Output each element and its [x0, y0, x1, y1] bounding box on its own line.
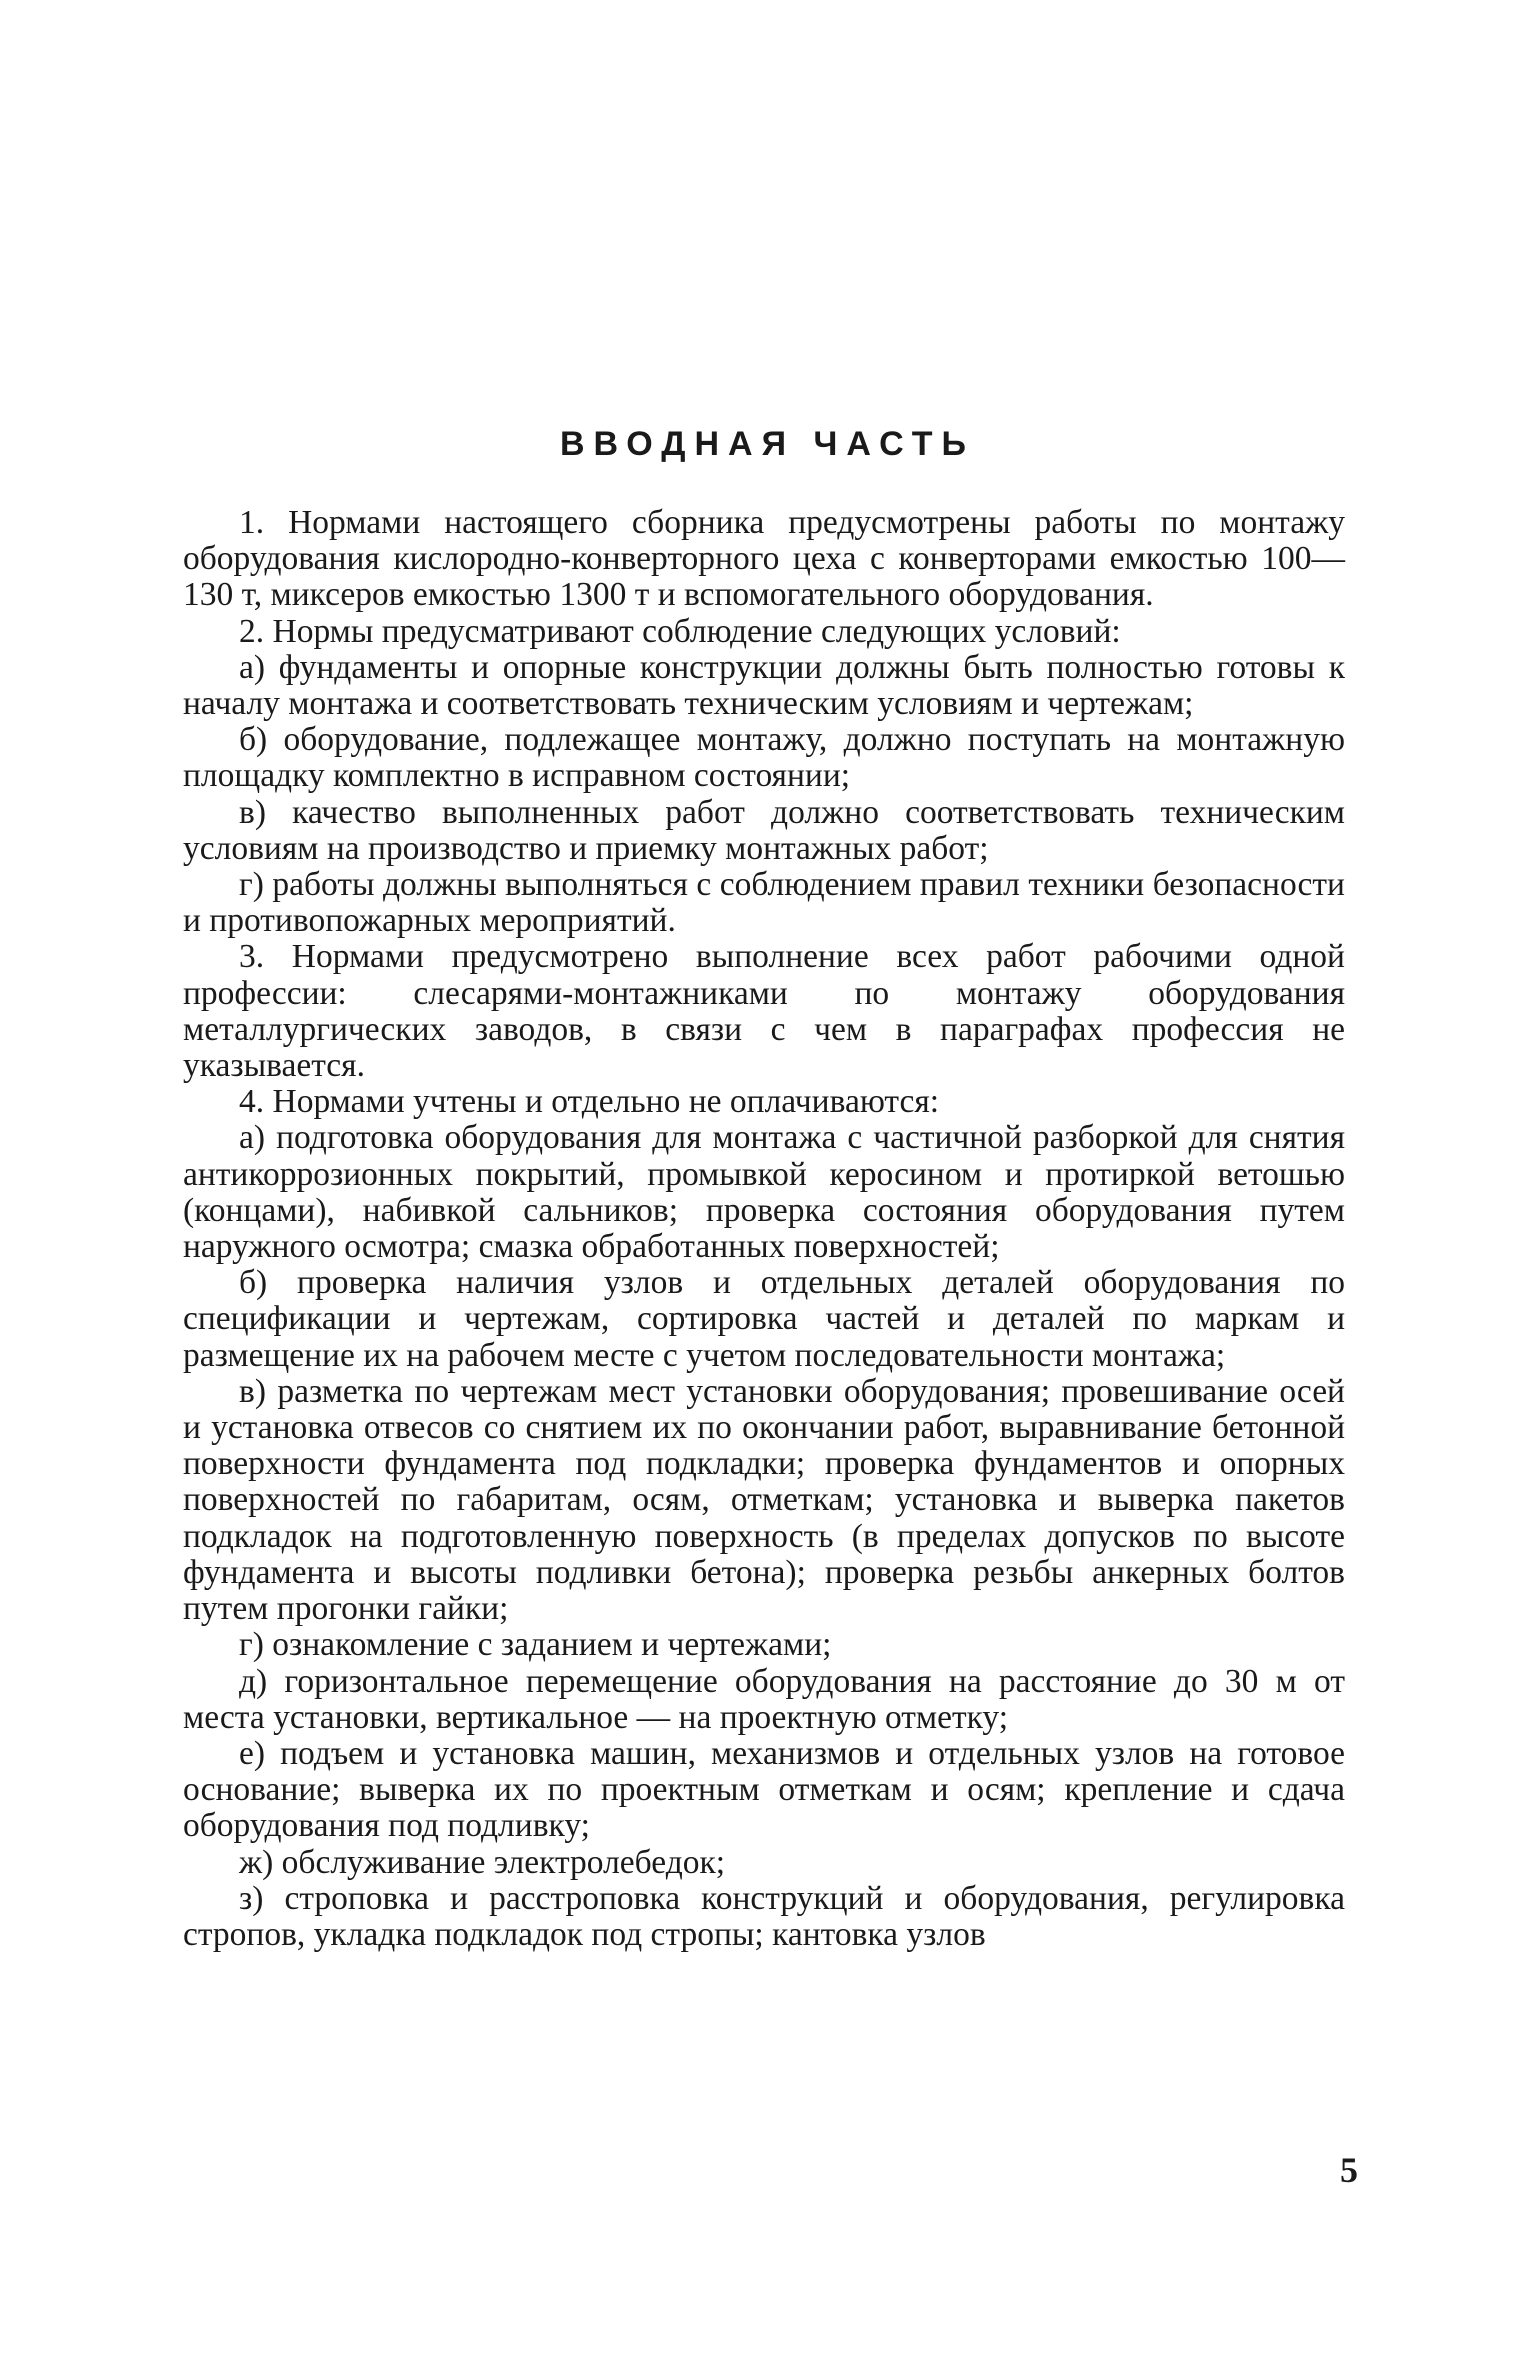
paragraph-1: 1. Нормами настоящего сборника предусмотрены работы по монтажу оборудования кислородно-конверторного цеха с конверторами емкостью 100—130 т, миксеров емкостью 1300 т и вспомогательного оборудования. — [183, 504, 1345, 614]
paragraph-2: 2. Нормы предусматривают соблюдение следующих условий: — [239, 612, 1121, 650]
paragraph-2v: в) качество выполненных работ должно соответствовать техническим условиям на производство и приемку монтажных работ; — [183, 793, 1345, 867]
paragraph-2a: а) фундаменты и опорные конструкции должны быть полностью готовы к началу монтажа и соответствовать техническим условиям и чертежам; — [183, 648, 1345, 723]
paragraph-4: 4. Нормами учтены и отдельно не оплачиваются: — [239, 1083, 940, 1121]
paragraph-4d: д) горизонтальное перемещение оборудования на расстояние до 30 м от места установки, вертикальное — на проектную отметку; — [183, 1662, 1345, 1736]
paragraph-4zh: ж) обслуживание электролебедок; — [239, 1843, 726, 1881]
paragraph-4v: в) разметка по чертежам мест установки оборудования; провешивание осей и установка отвесов со снятием их по окончании работ, выравнивание бетонной поверхности фундамента под подкладки; проверка фундаментов и опорных поверхностей по габаритам, осям, отметкам; установка и выверка пакетов подкладок на подготовленную поверхность (в пределах допусков по высоте фундамента и высоты подливки бетона); проверка резьбы анкерных болтов путем прогонки гайки; — [183, 1372, 1345, 1628]
paragraph-4z: з) строповка и расстроповка конструкций и оборудования, регулировка стропов, укладка подкладок под стропы; кантовка узлов — [183, 1879, 1345, 1953]
paragraph-2g: г) работы должны выполняться с соблюдением правил техники безопасности и противопожарных мероприятий. — [183, 866, 1345, 940]
section-heading: ВВОДНАЯ ЧАСТЬ — [560, 425, 975, 463]
page-number: 5 — [1340, 2150, 1358, 2190]
paragraph-3: 3. Нормами предусмотрено выполнение всех работ рабочими одной профессии: слесарями-монтажниками по монтажу оборудования металлургических заводов, в связи с чем в параграфах профессия не указывается. — [183, 938, 1345, 1085]
paragraph-4b: б) проверка наличия узлов и отдельных деталей оборудования по спецификации и чертежам, сортировка частей и деталей по маркам и размещение их на рабочем месте с учетом последовательности монтажа; — [183, 1264, 1345, 1374]
paragraph-4e: е) подъем и установка машин, механизмов и отдельных узлов на готовое основание; выверка их по проектным отметкам и осям; крепление и сдача оборудования под подливку; — [183, 1734, 1345, 1845]
paragraph-4g: г) ознакомление с заданием и чертежами; — [239, 1626, 832, 1664]
body-text — [183, 505, 1345, 1953]
paragraph-4a: а) подготовка оборудования для монтажа с частичной разборкой для снятия антикоррозионных покрытий, промывкой керосином и протиркой ветошью (концами), набивкой сальников; проверка состояния оборудования путем наружного осмотра; смазка обработанных поверхностей; — [183, 1119, 1345, 1266]
paragraph-2b: б) оборудование, подлежащее монтажу, должно поступать на монтажную площадку комплектно в исправном состоянии; — [183, 721, 1345, 795]
